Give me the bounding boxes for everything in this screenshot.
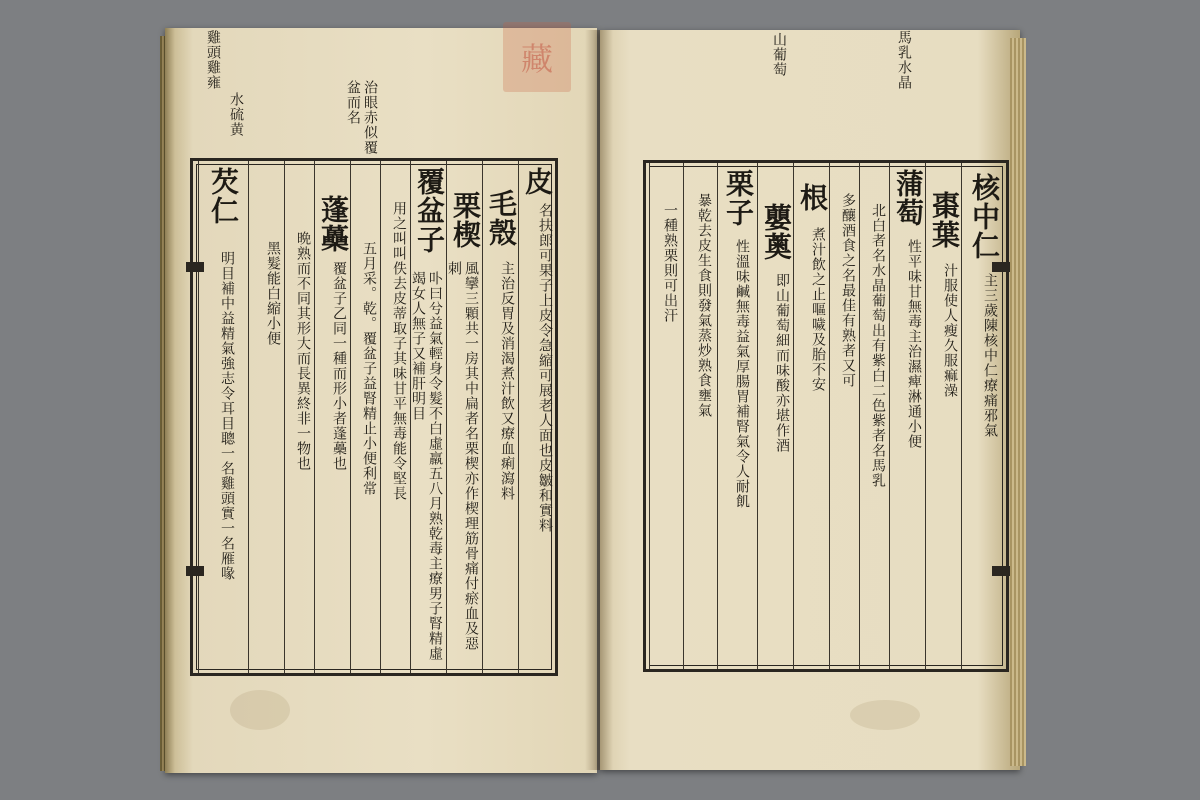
entry-heading: 核中仁 xyxy=(968,173,1001,260)
text-column xyxy=(683,163,718,669)
text-column xyxy=(925,163,962,669)
text-column xyxy=(518,161,555,673)
text-column xyxy=(482,161,519,673)
paper-stain xyxy=(230,690,290,730)
fish-tail-marker xyxy=(992,566,1010,576)
entry-heading: 覆盆子 xyxy=(413,167,446,254)
book-spine xyxy=(585,30,613,770)
text-column xyxy=(961,163,1006,669)
text-column xyxy=(380,161,411,673)
entry-text: 一種熟栗則可出汗 xyxy=(662,203,678,323)
entry-text: 覆盆子乙同一種而形小者蓬蘽也 xyxy=(331,261,347,471)
entry-heading: 蓬蘽 xyxy=(317,195,350,253)
entry-text: 即山葡萄細而味酸亦堪作酒 xyxy=(774,273,790,453)
text-column xyxy=(198,161,249,673)
margin-note: 雞頭雞雍 xyxy=(205,30,221,90)
entry-text: 主治反胃及消渴煮汁飲又療血痢瀉料 xyxy=(499,261,515,501)
entry-heading: 棗葉 xyxy=(928,191,961,249)
fish-tail-marker xyxy=(186,262,204,272)
margin-note: 山葡萄 xyxy=(771,32,787,77)
text-column xyxy=(649,163,684,669)
entry-text: 暴乾去皮生食則發氣蒸炒熟食壅氣 xyxy=(696,193,712,418)
text-column xyxy=(350,161,381,673)
text-column xyxy=(314,161,351,673)
entry-heading: 毛殼 xyxy=(485,189,518,247)
text-column xyxy=(829,163,860,669)
entry-text: 多釀酒食之名最佳有熟者又可 xyxy=(840,193,856,388)
entry-text: 用之叫叫佚去皮蒂取子其味甘平無毒能令堅長 xyxy=(391,201,407,501)
text-column xyxy=(248,161,285,673)
entry-text: 黑髮能白縮小便 xyxy=(265,241,281,346)
paper-stain xyxy=(850,700,920,730)
text-column xyxy=(757,163,794,669)
entry-text: 性溫味鹹無毒益氣厚腸胃補腎氣令人耐飢 xyxy=(734,239,750,509)
text-column xyxy=(410,161,447,673)
entry-text: 風攣三顆共一房其中扁者名栗楔亦作楔理筋骨痛付瘀血及惡刺 xyxy=(446,261,479,651)
margin-note: 馬乳水晶 xyxy=(896,30,912,90)
right-text-frame xyxy=(643,160,1009,672)
entry-text: 卟曰兮益氣輕身令髮不白虛羸五八月熟乾毒主療男子腎精虛竭女人無子又補肝明目 xyxy=(410,271,443,661)
right-page-edges xyxy=(1010,38,1026,766)
text-column xyxy=(793,163,830,669)
entry-heading: 蘡薁 xyxy=(760,203,793,261)
entry-heading: 栗子 xyxy=(722,169,755,227)
entry-text: 主三歲陳核中仁療痛邪氣 xyxy=(982,273,998,438)
entry-heading: 根 xyxy=(796,183,829,212)
text-column xyxy=(446,161,483,673)
text-column xyxy=(284,161,315,673)
entry-heading: 芡仁 xyxy=(207,167,240,225)
entry-text: 性平味甘無毒主治濕痺淋通小便 xyxy=(906,239,922,449)
library-seal: 藏 xyxy=(503,22,571,92)
entry-text: 名扶郎可果子上皮令急縮可展老人面也皮皺和實料 xyxy=(537,203,553,533)
text-column xyxy=(889,163,926,669)
left-text-frame xyxy=(190,158,558,676)
entry-text: 北白者名水晶葡萄出有紫白二色紫者名馬乳 xyxy=(870,203,886,488)
text-column xyxy=(859,163,890,669)
entry-heading: 皮 xyxy=(521,167,554,196)
margin-note: 治眼赤似覆盆而名 xyxy=(345,80,378,155)
entry-heading: 栗楔 xyxy=(449,191,482,249)
fish-tail-marker xyxy=(186,566,204,576)
entry-text: 明目補中益精氣強志令耳目聰一名雞頭實一名雁喙 xyxy=(219,251,235,581)
entry-text: 五月采。乾。覆盆子益腎精止小便利常 xyxy=(361,241,377,496)
entry-text: 汁服使人瘦久服痲澡 xyxy=(942,263,958,398)
margin-note: 水硫黄 xyxy=(228,92,244,137)
fish-tail-marker xyxy=(992,262,1010,272)
entry-text: 煮汁飲之止嘔噦及胎不安 xyxy=(810,227,826,392)
text-column xyxy=(717,163,758,669)
entry-heading: 蒲萄 xyxy=(892,169,925,227)
entry-text: 晩熟而不同其形大而長異終非一物也 xyxy=(295,231,311,471)
